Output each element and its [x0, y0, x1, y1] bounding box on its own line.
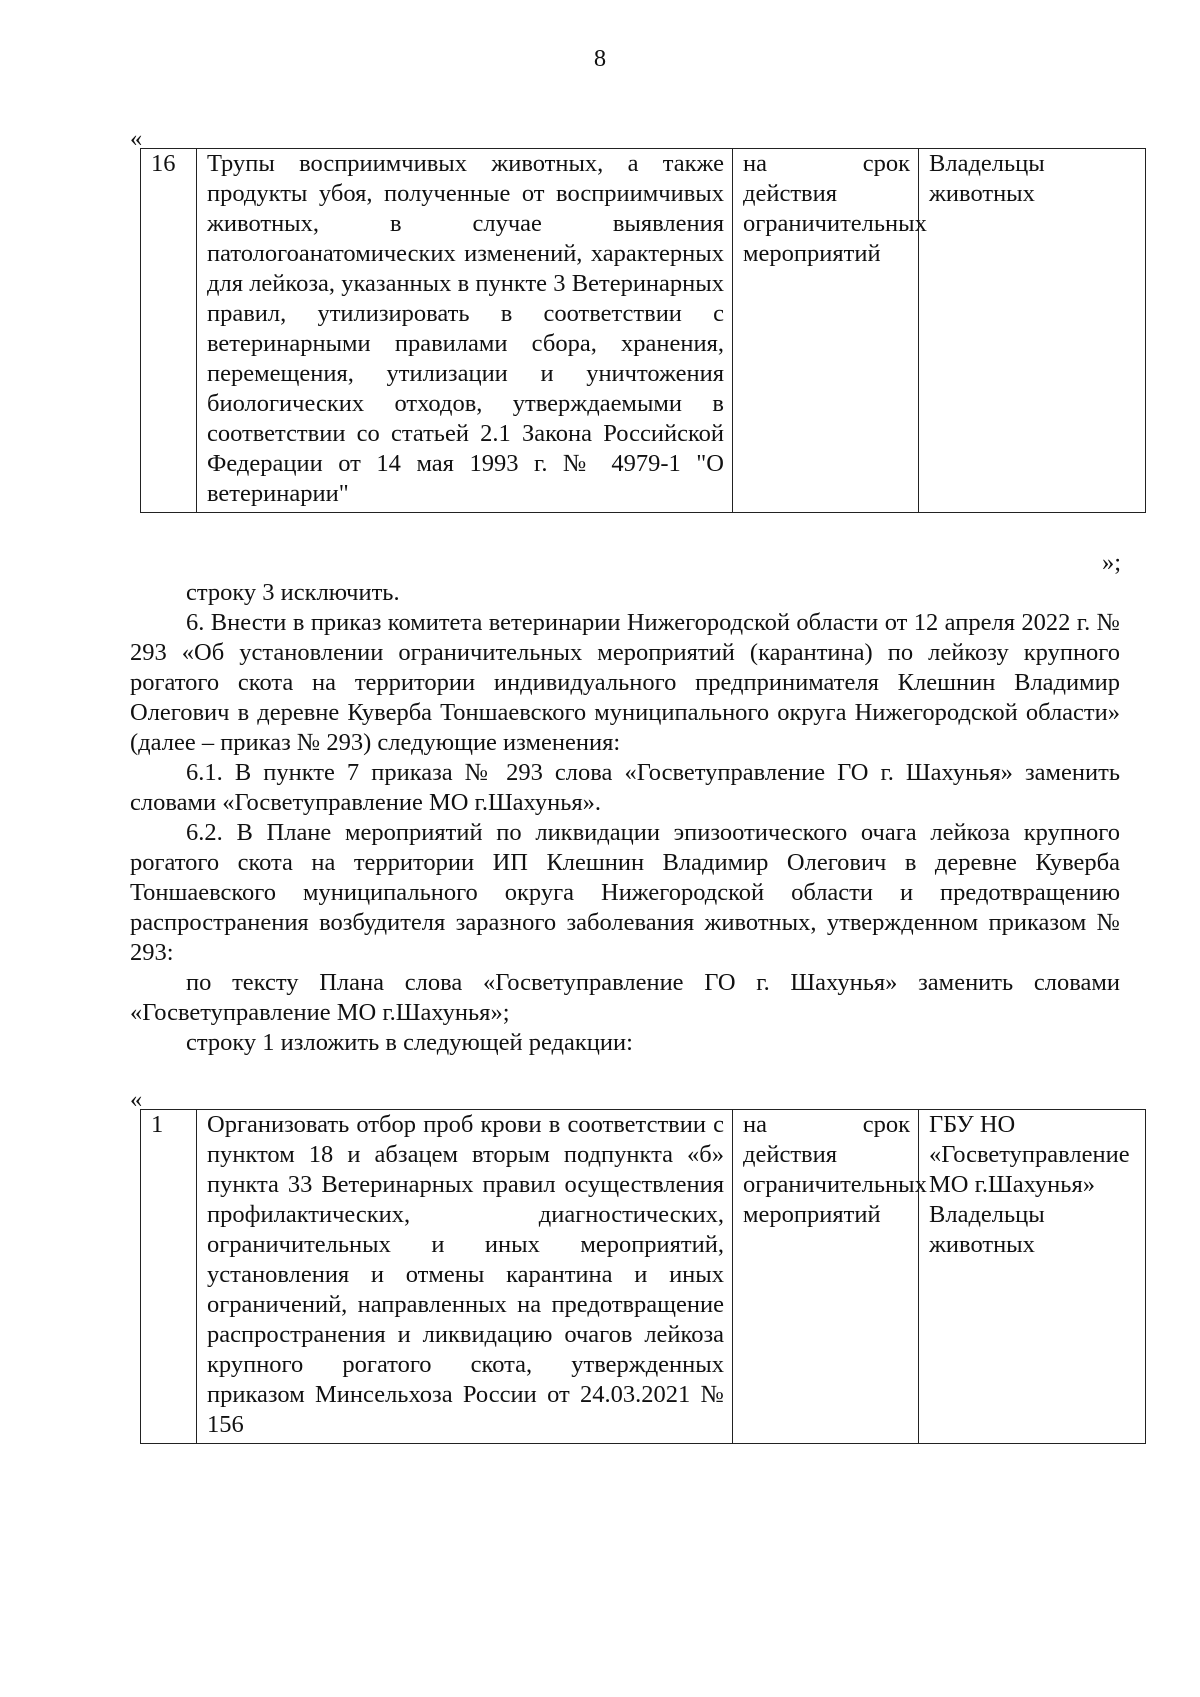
- term-cell: на срок действия ограничительных мероприятий: [733, 149, 919, 513]
- table2-open-quote: «: [130, 1086, 143, 1113]
- paragraph-6: 6. Внести в приказ комитета ветеринарии Нижегородской области от 12 апреля 2022 г. № 293 «Об установлении ограничительных мероприятий (карантина) по лейкозу крупного рогатого скота на территории индивидуального предпринимателя Клешнин Владимир Олегович в деревне Куверба Тоншаевского муниципального округа Нижегородской области» (далее – приказ № 293) следующие изменения:: [130, 609, 1120, 756]
- term-cell: на срок действия ограничительных мероприятий: [733, 1110, 919, 1444]
- paragraph-plan-text: по тексту Плана слова «Госветуправление ГО г. Шахунья» заменить словами «Госветуправление МО г.Шахунья»;: [130, 969, 1120, 1026]
- paragraph-exclude-row-3: строку 3 исключить.: [186, 579, 400, 606]
- row-number-cell: 1: [141, 1110, 197, 1444]
- measure-description-cell: Организовать отбор проб крови в соответствии с пунктом 18 и абзацем вторым подпункта «б» пункта 33 Ветеринарных правил осуществления профилактических, диагностических, ограничительных и иных мероприятий, установления и отмены карантина и иных ограничений, направленных на предотвращение распространения и ликвидацию очагов лейкоза крупного рогатого скота, утвержденных приказом Минсельхоза России от 24.03.2021 № 156: [197, 1110, 733, 1444]
- amendment-table-row-16: [140, 148, 1146, 513]
- table-row: [141, 1110, 1146, 1444]
- page-number: 8: [593, 45, 607, 72]
- responsible-cell: Владельцы животных: [919, 149, 1146, 513]
- row-number-cell: 16: [141, 149, 197, 513]
- paragraph-6-1: 6.1. В пункте 7 приказа № 293 слова «Госветуправление ГО г. Шахунья» заменить словами «Госветуправление МО г.Шахунья».: [130, 759, 1120, 816]
- paragraph-6-2: 6.2. В Плане мероприятий по ликвидации эпизоотического очага лейкоза крупного рогатого скота на территории ИП Клешнин Владимир Олегович в деревне Куверба Тоншаевского муниципального округа Нижегородской области и предотвращению распространения возбудителя заразного заболевания животных, утвержденном приказом № 293:: [130, 819, 1120, 966]
- amendment-text: [130, 578, 1120, 1058]
- responsible-owners: Владельцы животных: [929, 1201, 1045, 1258]
- table1-close-quote: »;: [1102, 549, 1122, 576]
- amendment-table-row-1: [140, 1109, 1146, 1444]
- responsible-organization: ГБУ НО «Госветуправление МО г.Шахунья»: [929, 1111, 1130, 1198]
- paragraph-row-1-edit: строку 1 изложить в следующей редакции:: [186, 1029, 633, 1056]
- measure-description-cell: Трупы восприимчивых животных, а также продукты убоя, полученные от восприимчивых животных, в случае выявления патологоанатомических изменений, характерных для лейкоза, указанных в пункте 3 Ветеринарных правил, утилизировать в соответствии с ветеринарными правилами сбора, хранения, перемещения, утилизации и уничтожения биологических отходов, утверждаемыми в соответствии со статьей 2.1 Закона Российской Федерации от 14 мая 1993 г. № 4979-1 "О ветеринарии": [197, 149, 733, 513]
- table1-open-quote: «: [130, 125, 143, 152]
- responsible-cell: [919, 1110, 1146, 1444]
- table-row: [141, 149, 1146, 513]
